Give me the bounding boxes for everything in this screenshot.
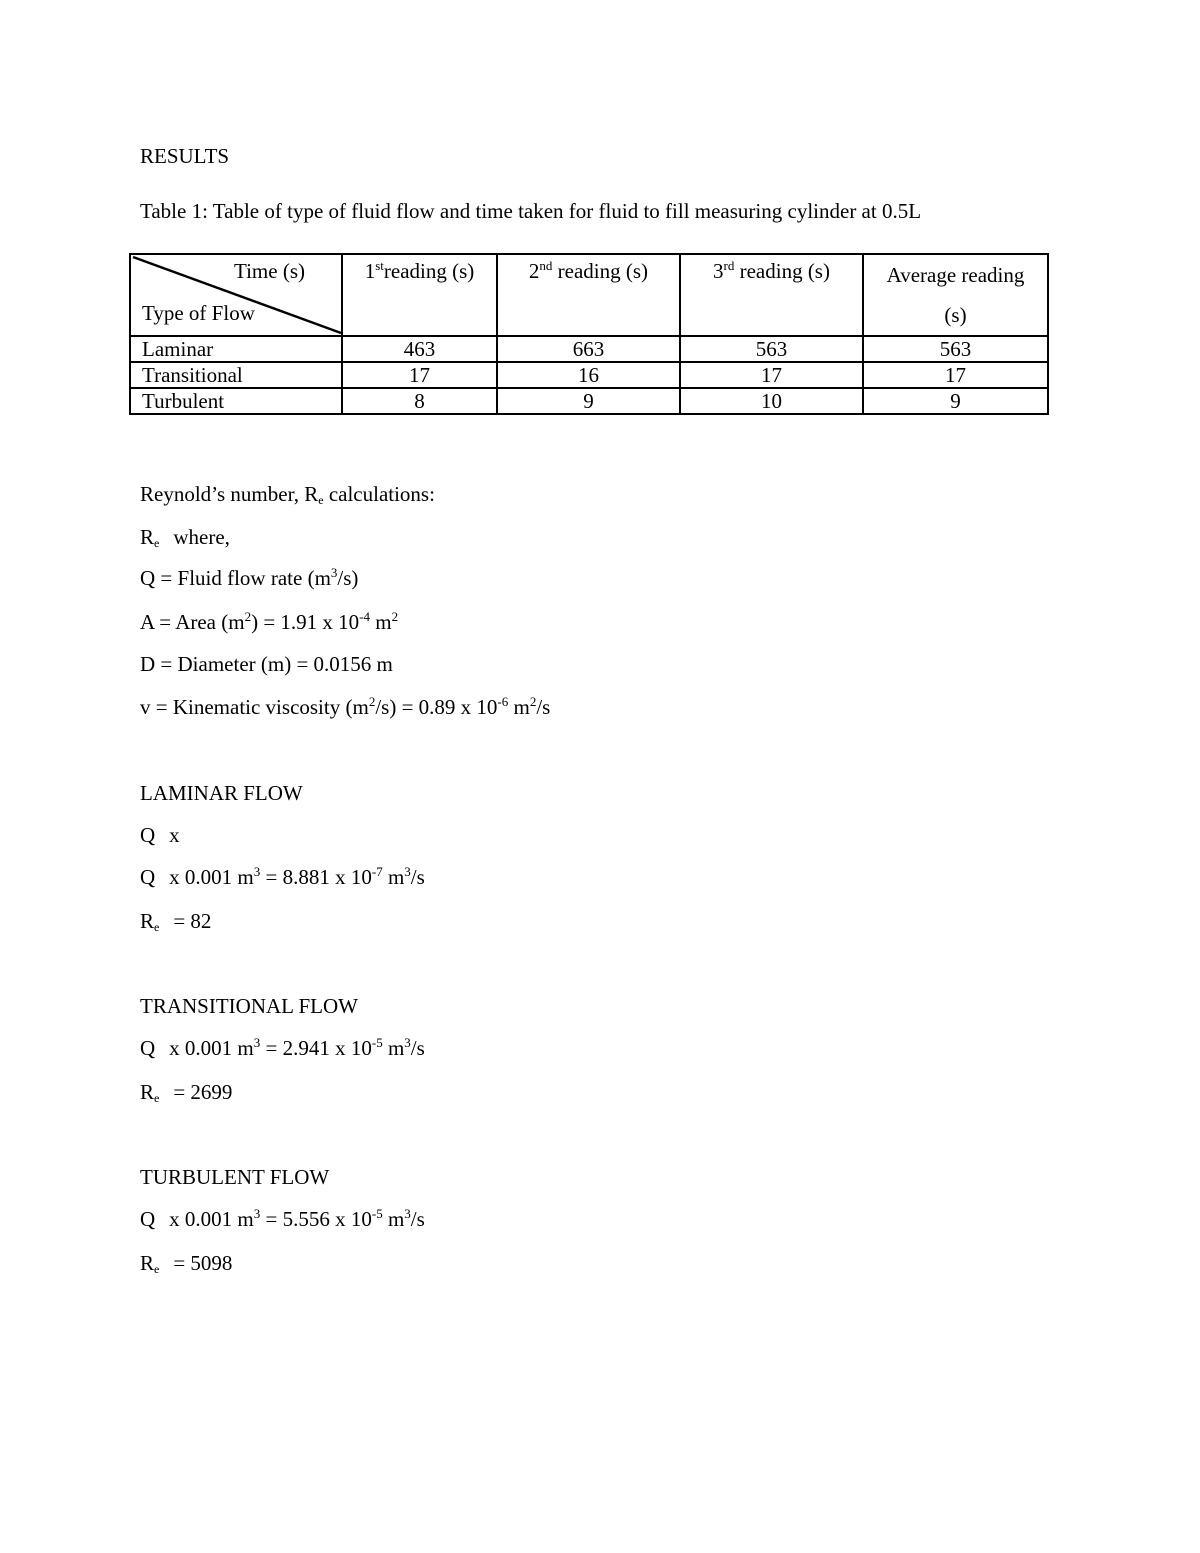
turbulent-q-line: Q x 0.001 $m^3 = 5.556$ x $10^{-5}$ $m^3/s$ [140,1206,425,1231]
row-label: Transitional [130,362,342,388]
table-row-transitional [130,362,1048,388]
table-cell: 17 [863,362,1048,388]
corner-time-label: Time (s) [234,259,305,283]
laminar-q-line-1: Q x [140,823,180,847]
reynolds-intro: Reynold’s number, $R_e$ calculations: [140,482,435,507]
table-cell: 9 [497,388,680,414]
row-label: Turbulent [130,388,342,414]
table-cell: 17 [342,362,497,388]
turbulent-heading: TURBULENT FLOW [140,1165,330,1189]
table-cell: 8 [342,388,497,414]
laminar-re-line: $R_e = 82$ [140,909,212,934]
table-cell: 17 [680,362,863,388]
header-average-reading: Average reading (s) [863,254,1048,336]
table-cell: 16 [497,362,680,388]
laminar-q-line-2: Q x 0.001 $m^3 = 8.881$ x $10^{-7}$ $m^3/s$ [140,864,425,889]
table-corner-cell [130,254,342,336]
definition-area: A = Area $(m^2) = 1.91$ x $10^{-4}$ $m^2$ [140,609,399,634]
table-cell: 463 [342,336,497,362]
table-cell: 563 [863,336,1048,362]
transitional-re-line: $R_e = 2699$ [140,1080,233,1105]
transitional-q-line: Q x 0.001 $m^3 = 2.941$ x $10^{-5}$ $m^3/s$ [140,1035,425,1060]
header-1st-reading: 1streading (s) [342,254,497,336]
row-label: Laminar [130,336,342,362]
corner-flow-label: Type of Flow [142,301,255,325]
header-2nd-reading: 2nd reading (s) [497,254,680,336]
results-table [129,253,1049,415]
section-heading: RESULTS [140,144,230,168]
reynolds-formula-line: $R_e$ where, [140,525,230,550]
table-row-laminar [130,336,1048,362]
laminar-heading: LAMINAR FLOW [140,781,303,805]
table-cell: 663 [497,336,680,362]
table-cell: 9 [863,388,1048,414]
definition-viscosity: v = Kinematic viscosity $(m^2/s) = 0.89$ x $10^{-6}$ $m^2/s$ [140,694,551,719]
table-caption: Table 1: Table of type of fluid flow and time taken for fluid to fill measuring cylinder at 0.5L [140,199,922,223]
table-cell: 10 [680,388,863,414]
table-row-turbulent [130,388,1048,414]
header-3rd-reading: 3rd reading (s) [680,254,863,336]
definition-flow-rate: Q = Fluid flow rate $(m^3/s)$ [140,565,359,590]
transitional-heading: TRANSITIONAL FLOW [140,994,358,1018]
table-cell: 563 [680,336,863,362]
definition-diameter: D = Diameter (m) = 0.0156 m [140,652,393,676]
table-header-row [130,254,1048,336]
turbulent-re-line: $R_e = 5098$ [140,1251,233,1276]
